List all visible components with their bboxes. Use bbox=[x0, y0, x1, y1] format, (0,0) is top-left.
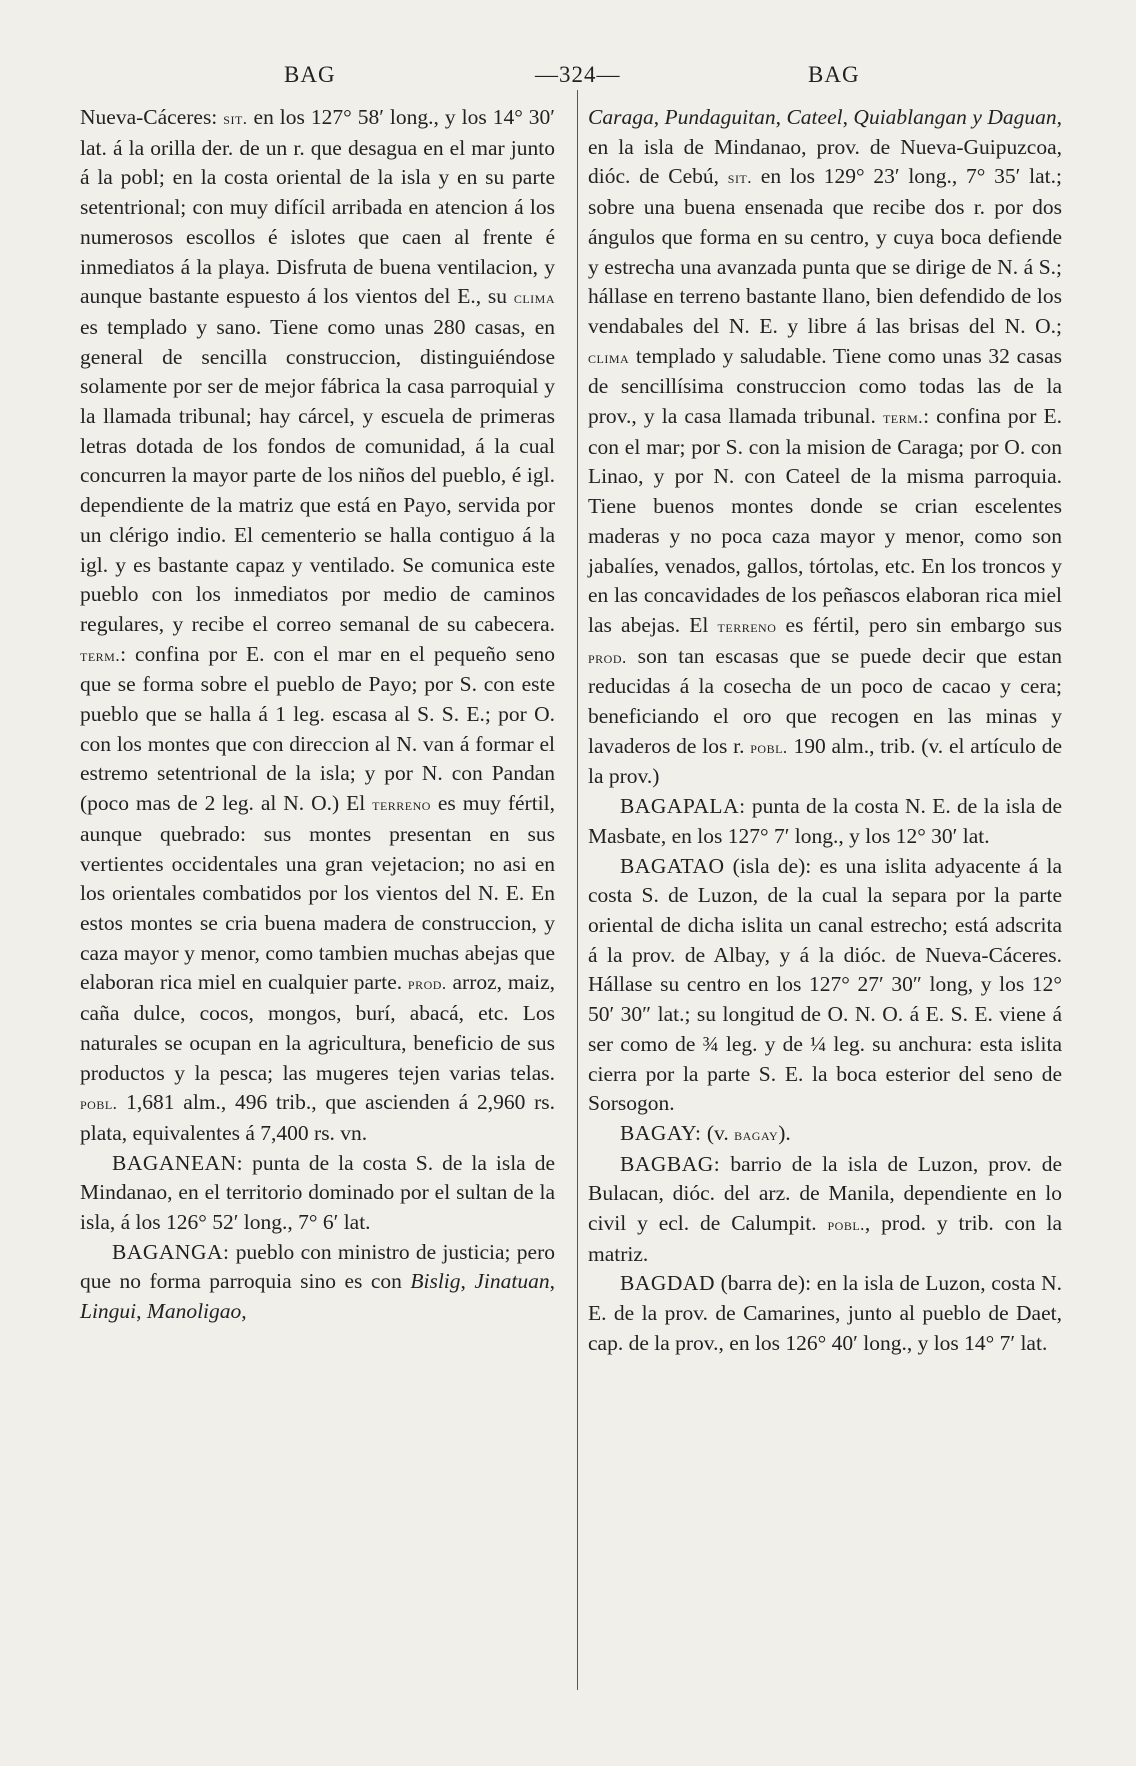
entry-bagbag: BAGBAG: barrio de la isla de Luzon, prov. de Bulacan, dióc. del arz. de Manila, dependiente en lo civil y ecl. de Calumpit. pobl., prod. y trib. con la matriz. bbox=[588, 1151, 1063, 1266]
headword-baganean: BAGANEAN: bbox=[112, 1150, 244, 1175]
entry-bagdad: BAGDAD (barra de): en la isla de Luzon, costa N. E. de la prov. de Camarines, junto al pueblo de Daet, cap. de la prov., en los 126° 40′ long., y los 14° 7′ lat. bbox=[588, 1271, 1062, 1355]
entry-continuation-baganga: Caraga, Pundaguitan, Cateel, Quiablangan y Daguan, en la isla de Mindanao, prov. de Nueva-Guipuzcoa, dióc. de Cebú, sit. en los 129° 23′ long., 7° 35′ lat.; sobre una buena ensenada que recibe dos r. por dos ángulos que forma en su centro, y cuya boca defiende y estrecha una avanzada punta que se dirige de N. á S.; hállase en terreno bastante llano, bien defendido de los vendabales del N. E. y libre á las brisas del N. O.; clima templado y saludable. Tiene como unas 32 casas de sencillísima construccion como todas las de la prov., y la casa llamada tribunal. term.: confina por E. con el mar; por S. con la mision de Caraga; por O. con Linao, y por N. con Cateel de la misma parroquia. Tiene buenos montes donde se crian escelentes maderas y no poca caza mayor y menor, como son jabalíes, venados, gallos, tórtolas, etc. En los troncos y en las concavidades de los peñascos elaboran rica miel las abejas. El terreno es fértil, pero sin embargo sus prod. son tan escasas que se puede decir que estan reducidas á la cosecha de un poco de cacao y cera; beneficiando el oro que recogen en las minas y lavaderos de los r. pobl. 190 alm., trib. (v. el artículo de la prov.) bbox=[588, 105, 1062, 789]
entry-bagatao: BAGATAO (isla de): es una islita adyacente á la costa S. de Luzon, de la cual la separa por la parte oriental de dicha islita un canal estrecho; está adscrita á la prov. de Albay, y á la dióc. de Nueva-Cáceres. Hállase su centro en los 127° 27′ 30″ long, y los 12° 50′ 30″ lat.; su longitud de O. N. O. á E. S. E. viene á ser como de ¾ leg. y de ¼ leg. su anchura: esta islita cierra por la parte S. E. la boca esterior del seno de Sorsogon. bbox=[588, 853, 1062, 1116]
headword-bagdad: BAGDAD bbox=[620, 1271, 715, 1296]
right-column bbox=[588, 103, 1062, 1359]
headword-bagatao: BAGATAO bbox=[620, 853, 725, 878]
left-column bbox=[80, 103, 555, 1327]
headword-bagapala: BAGAPALA: bbox=[620, 794, 746, 819]
entry-bagay: BAGAY: (v. bagay). bbox=[620, 1120, 791, 1145]
entry-bagapala: BAGAPALA: punta de la costa N. E. de la isla de Masbate, en los 127° 7′ long., y los 12° 30′ lat. bbox=[588, 794, 1062, 848]
headword-bagay: BAGAY: bbox=[620, 1120, 702, 1145]
entry-baganga: BAGANGA: pueblo con ministro de justicia; pero que no forma parroquia sino es con Bislig, Jinatuan, Lingui, Manoligao, bbox=[80, 1239, 556, 1324]
headword-bagbag: BAGBAG: bbox=[620, 1151, 721, 1176]
header-right: BAG bbox=[808, 62, 860, 87]
headword-baganga: BAGANGA: bbox=[112, 1239, 230, 1264]
column-divider bbox=[577, 90, 578, 1690]
header-page-number: —324— bbox=[535, 62, 621, 87]
entry-baganean: BAGANEAN: punta de la costa S. de la isla de Mindanao, en el territorio dominado por el sultan de la isla, á los 126° 52′ long., 7° 6′ lat. bbox=[80, 1150, 555, 1235]
running-header bbox=[0, 62, 1136, 96]
entry-continuation-nueva-caceres: Nueva-Cáceres: sit. en los 127° 58′ long., y los 14° 30′ lat. á la orilla der. de un r. que desagua en el mar junto á la pobl; en la costa oriental de la isla y en su parte setentrional; con muy difícil arribada en atencion á los numerosos escollos é islotes que caen al frente é inmediatos á la playa. Disfruta de buena ventilacion, y aunque bastante espuesto á los vientos del E., su clima es templado y sano. Tiene como unas 280 casas, en general de sencilla construccion, distinguiéndose solamente por ser de mejor fábrica la casa parroquial y la llamada tribunal; hay cárcel, y escuela de primeras letras dotada de los fondos de comunidad, á la cual concurren la mayor parte de los niños del pueblo, é igl. dependiente de la matriz que está en Payo, servida por un clérigo indio. El cementerio se halla contiguo á la igl. y es bastante capaz y ventilado. Se comunica este pueblo con los inmediatos por medio de caminos regulares, y recibe el correo semanal de su cabecera. term.: confina por E. con el mar en el pequeño seno que se forma sobre el pueblo de Payo; por S. con este pueblo que se halla á 1 leg. escasa al S. S. E.; por O. con los montes que con direccion al N. van á formar el estremo setentrional de la isla; y por N. con Pandan (poco mas de 2 leg. al N. O.) El terreno es muy fértil, aunque quebrado: sus montes presentan en sus vertientes occidentales una gran vejetacion; no asi en los orientales combatidos por los vientos del N. E. En estos montes se cria buena madera de construccion, y caza mayor y menor, como tambien muchas abejas que elaboran rica miel en cualquier parte. prod. arroz, maiz, caña dulce, cocos, mongos, burí, abacá, etc. Los naturales se ocupan en la agricultura, beneficio de sus productos y la pesca; las mugeres tejen varias telas. pobl. 1,681 alm., 496 trib., que ascienden á 2,960 rs. plata, equivalentes á 7,400 rs. vn. bbox=[80, 105, 555, 1145]
header-left: BAG bbox=[284, 62, 336, 87]
